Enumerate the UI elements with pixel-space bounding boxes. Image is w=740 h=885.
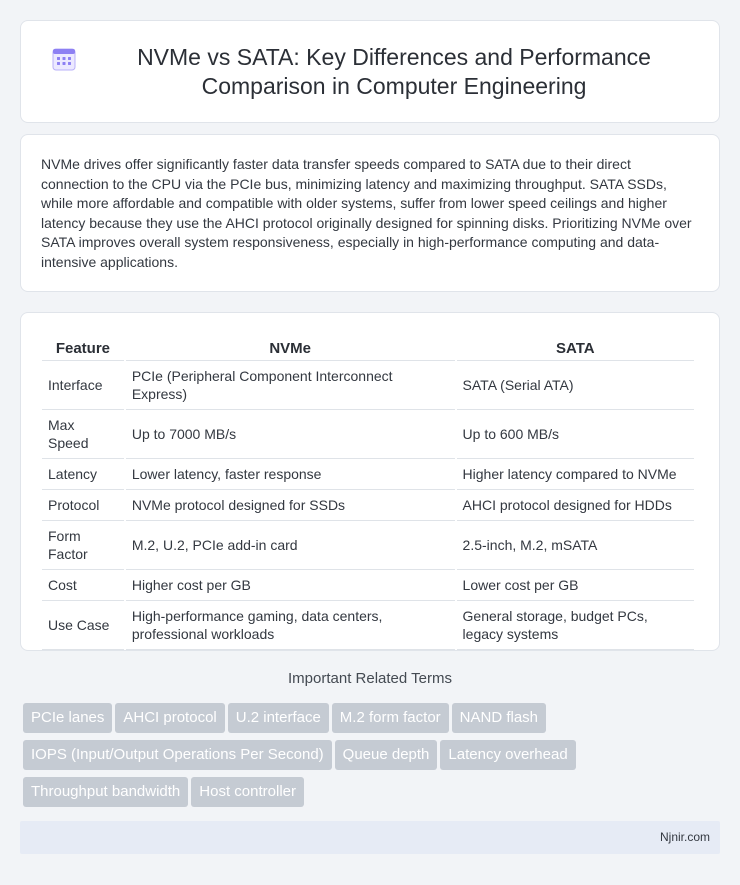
table-row [42, 521, 694, 570]
table-cell: Cost [42, 570, 124, 601]
table-cell: SATA (Serial ATA) [457, 361, 694, 410]
related-terms-heading: Important Related Terms [288, 670, 452, 687]
table-row [42, 361, 694, 410]
tag-pcie-lanes[interactable]: PCIe lanes [23, 703, 112, 733]
table-cell: Use Case [42, 601, 124, 650]
title-card [20, 20, 720, 123]
table-cell: Lower cost per GB [457, 570, 694, 601]
table-header-row [42, 333, 694, 361]
table-cell: Protocol [42, 490, 124, 521]
table-cell: Higher cost per GB [126, 570, 455, 601]
tag-queue-depth[interactable]: Queue depth [335, 740, 438, 770]
intro-paragraph: NVMe drives offer significantly faster data transfer speeds compared to SATA due to their direct connection to the CPU via the PCIe bus, minimizing latency and maximizing throughput. SATA SSDs, while more affordable and compatible with older systems, suffer from lower speed ceilings and higher latency because they use the AHCI protocol originally designed for spinning disks. Prioritizing NVMe over SATA improves overall system responsiveness, especially in high-performance computing and data-intensive applications. [41, 156, 692, 270]
table-cell: Form Factor [42, 521, 124, 570]
comparison-table [40, 333, 696, 650]
tag-ahci-protocol[interactable]: AHCI protocol [115, 703, 224, 733]
calendar-icon [51, 46, 77, 72]
footer [20, 821, 720, 854]
comparison-table-card [20, 312, 720, 651]
intro-card [20, 134, 720, 292]
table-row [42, 570, 694, 601]
table-cell: AHCI protocol designed for HDDs [457, 490, 694, 521]
table-cell: Interface [42, 361, 124, 410]
page-title: NVMe vs SATA: Key Differences and Performance Comparison in Computer Engineering [137, 43, 651, 99]
column-header-nvme: NVMe [126, 333, 455, 361]
table-row [42, 601, 694, 650]
footer-site-link[interactable]: Njnir.com [659, 830, 710, 844]
table-row [42, 490, 694, 521]
table-cell: Latency [42, 459, 124, 490]
table-cell: NVMe protocol designed for SSDs [126, 490, 455, 521]
tag-iops[interactable]: IOPS (Input/Output Operations Per Second) [23, 740, 332, 770]
tag-host-controller[interactable]: Host controller [191, 777, 304, 807]
table-cell: 2.5-inch, M.2, mSATA [457, 521, 694, 570]
table-cell: High-performance gaming, data centers, professional workloads [126, 601, 455, 650]
table-cell: General storage, budget PCs, legacy systems [457, 601, 694, 650]
tag-throughput-bandwidth[interactable]: Throughput bandwidth [23, 777, 188, 807]
table-cell: Max Speed [42, 410, 124, 459]
table-cell: M.2, U.2, PCIe add-in card [126, 521, 455, 570]
column-header-sata: SATA [457, 333, 694, 361]
table-cell: Higher latency compared to NVMe [457, 459, 694, 490]
table-row [42, 410, 694, 459]
table-cell: Up to 7000 MB/s [126, 410, 455, 459]
table-row [42, 459, 694, 490]
tag-nand-flash[interactable]: NAND flash [452, 703, 546, 733]
tag-u2-interface[interactable]: U.2 interface [228, 703, 329, 733]
tag-m2-form-factor[interactable]: M.2 form factor [332, 703, 449, 733]
table-cell: Up to 600 MB/s [457, 410, 694, 459]
tag-latency-overhead[interactable]: Latency overhead [440, 740, 575, 770]
column-header-feature: Feature [42, 333, 124, 361]
table-cell: Lower latency, faster response [126, 459, 455, 490]
table-cell: PCIe (Peripheral Component Interconnect Express) [126, 361, 455, 410]
related-terms-tags [23, 703, 723, 814]
